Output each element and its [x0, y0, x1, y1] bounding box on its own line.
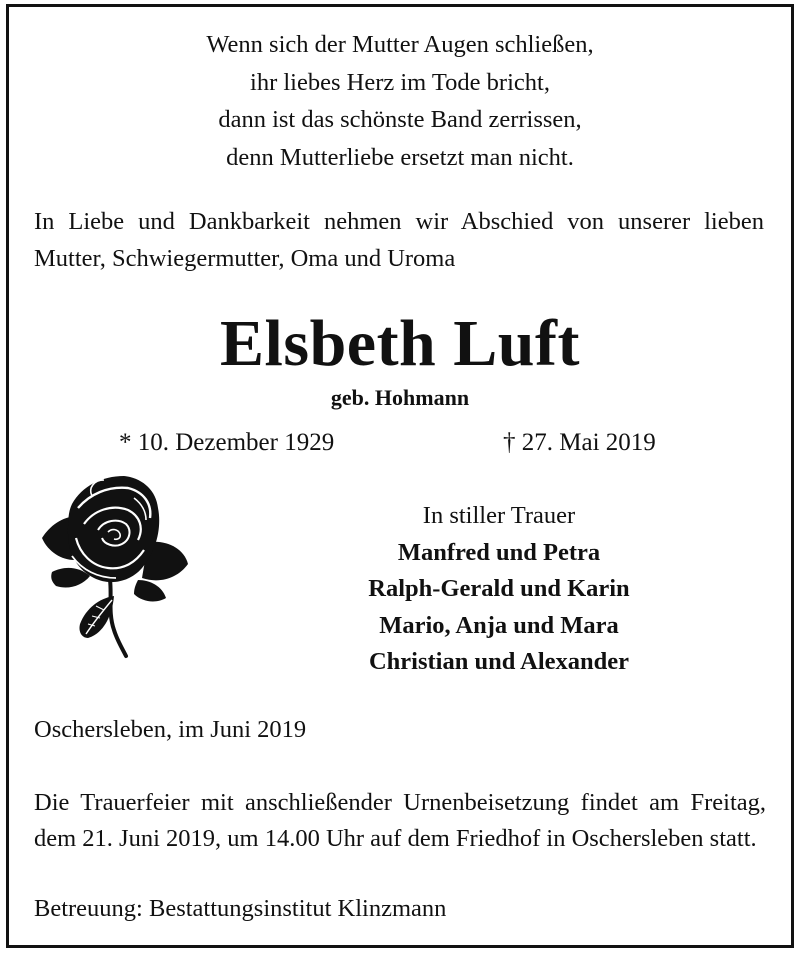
deceased-name: Elsbeth Luft: [220, 307, 580, 380]
mourner-list: [200, 535, 798, 681]
poem-line: dann ist das schönste Band zerrissen,: [218, 106, 582, 133]
poem-line: denn Mutterliebe ersetzt man nicht.: [226, 143, 574, 171]
place-date: Oschersleben, im Juni 2019: [34, 716, 307, 743]
list-item: Christian und Alexander: [368, 648, 630, 675]
death-date: † 27. Mai 2019: [503, 429, 656, 456]
funeral-home: Betreuung: Bestattungsinstitut Klinzmann: [34, 895, 447, 922]
poem-line: Wenn sich der Mutter Augen schließen,: [206, 31, 594, 58]
list-item: Mario, Anja und Mara: [379, 611, 619, 639]
maiden-name: geb. Hohmann: [330, 385, 470, 410]
list-item: Ralph-Gerald und Karin: [368, 575, 630, 602]
rose-icon: [38, 468, 190, 660]
ceremony-text: Die Trauerfeier mit anschließender Urnenbeisetzung findet am Freitag, dem 21. Juni 2019, um 14.00 Uhr auf dem Friedhof in Oschersleben statt.: [34, 789, 766, 852]
intro-text: In Liebe und Dankbarkeit nehmen wir Abschied von unserer lieben Mutter, Schwiegermutter, Oma und Uroma: [34, 208, 764, 272]
mourners: [200, 498, 800, 681]
poem-line: ihr liebes Herz im Tode bricht,: [250, 68, 550, 96]
mourners-heading: In stiller Trauer: [422, 502, 576, 529]
list-item: Manfred und Petra: [397, 538, 601, 566]
birth-date: * 10. Dezember 1929: [119, 429, 335, 456]
poem: [0, 26, 800, 176]
